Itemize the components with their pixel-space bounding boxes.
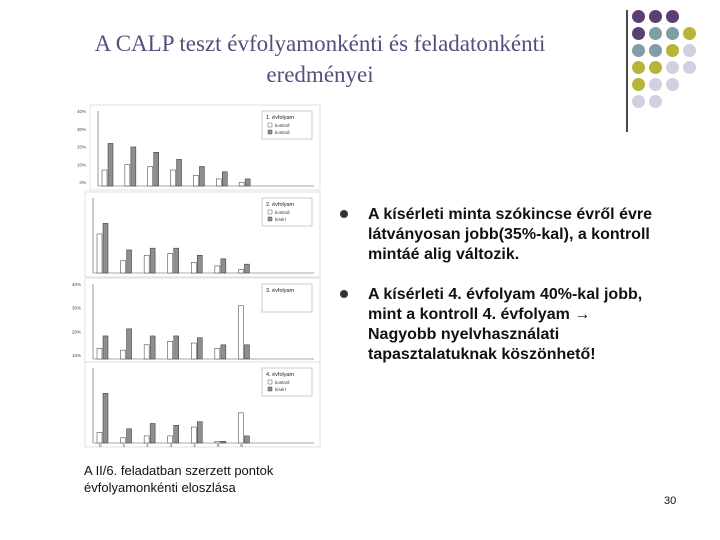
decorative-dot	[683, 61, 696, 74]
bullet-list	[340, 205, 660, 385]
decorative-dot	[666, 61, 679, 74]
decorative-dot	[632, 78, 645, 91]
chart-bar	[150, 336, 155, 359]
chart-bar	[108, 143, 113, 186]
decorative-dot	[632, 44, 645, 57]
chart-bar	[221, 345, 226, 359]
bullet-text: A kísérleti 4. évfolyam 40%-kal jobb, mint a kontroll 4. évfolyam → Nagyobb nyelvhasználati tapasztalatuknak köszönhető!	[368, 286, 643, 363]
chart-bar	[238, 413, 243, 443]
chart-stack	[71, 100, 320, 450]
chart-ytick-label: 30%	[76, 126, 86, 132]
chart-legend-title: 4. évfolyam	[266, 372, 295, 378]
chart-bar	[168, 253, 173, 273]
chart-ytick-label: 20%	[76, 144, 86, 150]
decorative-dot	[649, 44, 662, 57]
chart-xtick-label: 0	[99, 443, 102, 448]
chart-caption: A II/6. feladatban szerzett pontok évfolyamonkénti eloszlása	[84, 463, 274, 495]
chart-bar	[238, 306, 243, 359]
decorative-dot	[666, 44, 679, 57]
slide-title-line1: A CALP teszt évfolyamonkénti és feladatonkénti	[94, 31, 546, 56]
chart-ytick-label: 10%	[71, 353, 81, 358]
chart-ytick-label: 10%	[76, 162, 86, 168]
chart-bar	[191, 262, 196, 273]
chart-bar	[244, 264, 249, 273]
slide-title	[40, 28, 600, 90]
chart-bar	[127, 329, 132, 359]
chart-bar	[127, 429, 132, 443]
chart-bar	[244, 436, 249, 443]
decorative-dot	[666, 10, 679, 23]
chart-bar	[102, 170, 107, 186]
chart-bar	[174, 248, 179, 273]
decorative-divider	[626, 10, 628, 132]
chart-ytick-label: 20%	[71, 329, 81, 335]
legend-label: kontroll	[275, 380, 290, 385]
chart-ytick-label: 30%	[71, 305, 81, 311]
legend-label: kontroll	[275, 130, 290, 135]
decorative-dot	[683, 27, 696, 40]
bullet-item	[340, 205, 660, 265]
chart-bar	[168, 341, 173, 359]
bullet-item	[340, 285, 660, 365]
legend-swatch	[268, 380, 272, 384]
chart-legend-title: 3. évfolyam	[266, 288, 295, 294]
bullet-dot-icon	[340, 290, 348, 298]
chart-bar	[121, 261, 126, 273]
chart-bar	[197, 422, 202, 443]
chart-xtick-label: 2	[146, 443, 149, 448]
chart-bar	[144, 436, 149, 443]
legend-label: kísérl	[275, 387, 286, 392]
chart-bar	[150, 423, 155, 443]
chart-legend-title: 2. évfolyam	[266, 202, 295, 208]
decorative-dot	[666, 78, 679, 91]
chart-bar	[238, 269, 243, 273]
chart-bar	[144, 255, 149, 273]
decorative-dot	[632, 61, 645, 74]
chart-ytick-label: 40%	[76, 109, 86, 114]
chart-bar	[197, 255, 202, 273]
chart-bar	[193, 175, 198, 186]
chart-bar	[121, 350, 126, 359]
legend-swatch	[268, 123, 272, 127]
chart-bar	[154, 152, 159, 186]
chart-bar	[103, 393, 108, 443]
chart-bar	[216, 179, 221, 186]
chart-bar	[103, 336, 108, 359]
chart-bar	[221, 259, 226, 273]
chart-bar	[148, 166, 153, 186]
legend-label: kontroll	[275, 210, 290, 215]
chart-bar	[97, 348, 102, 359]
page-number: 30	[664, 495, 677, 507]
decorative-dot	[666, 27, 679, 40]
chart-bar	[125, 165, 130, 186]
bullet-text: A kísérleti minta szókincse évről évre látványosan jobb(35%-kal), a kontroll mintáé alig változik.	[368, 206, 652, 263]
bullet-dot-icon	[340, 210, 348, 218]
legend-swatch	[268, 210, 272, 214]
chart-bar	[191, 343, 196, 359]
chart-bar	[131, 147, 136, 186]
chart-xtick-label: 5	[216, 443, 220, 448]
chart-bar	[150, 248, 155, 273]
chart-bar	[245, 179, 250, 186]
chart-bar	[97, 432, 102, 443]
decorative-dot	[632, 10, 645, 23]
slide-title-line2: eredményei	[266, 62, 374, 87]
chart-bar	[97, 234, 102, 273]
chart-bar	[215, 348, 220, 359]
decorative-dot	[649, 95, 662, 108]
chart-legend-title: 1. évfolyam	[266, 115, 295, 121]
decorative-dot	[632, 27, 645, 40]
legend-swatch	[268, 130, 272, 134]
chart-bar	[174, 425, 179, 443]
chart-bar	[215, 266, 220, 273]
chart-bar	[244, 345, 249, 359]
chart-bar	[174, 336, 179, 359]
decorative-dot	[632, 95, 645, 108]
chart-bar	[177, 159, 182, 186]
chart-bar	[144, 345, 149, 359]
chart-bar	[239, 182, 244, 186]
chart-bar	[191, 427, 196, 443]
chart-bar	[199, 166, 204, 186]
chart-bar	[168, 436, 173, 443]
decorative-dot	[683, 44, 696, 57]
chart-bar	[127, 250, 132, 273]
legend-label: kontroll	[275, 123, 290, 128]
legend-label: kísérl	[275, 217, 286, 222]
chart-bar	[221, 441, 226, 443]
decorative-dot	[649, 27, 662, 40]
chart-bar	[197, 338, 202, 359]
chart-xtick-label: 3	[169, 443, 173, 448]
chart-ytick-label: 40%	[71, 282, 81, 287]
chart-ytick-label: 0%	[79, 180, 86, 185]
decorative-dot	[649, 78, 662, 91]
legend-swatch	[268, 217, 272, 221]
chart-xtick-label: 4	[193, 443, 196, 448]
legend-swatch	[268, 387, 272, 391]
decorative-dot	[649, 10, 662, 23]
chart-bar	[103, 223, 108, 273]
chart-xtick-label: 1	[122, 443, 126, 448]
chart-xtick-label: 6	[240, 443, 243, 448]
decorative-dot	[649, 61, 662, 74]
chart-bar	[171, 170, 176, 186]
chart-bar	[222, 172, 227, 186]
